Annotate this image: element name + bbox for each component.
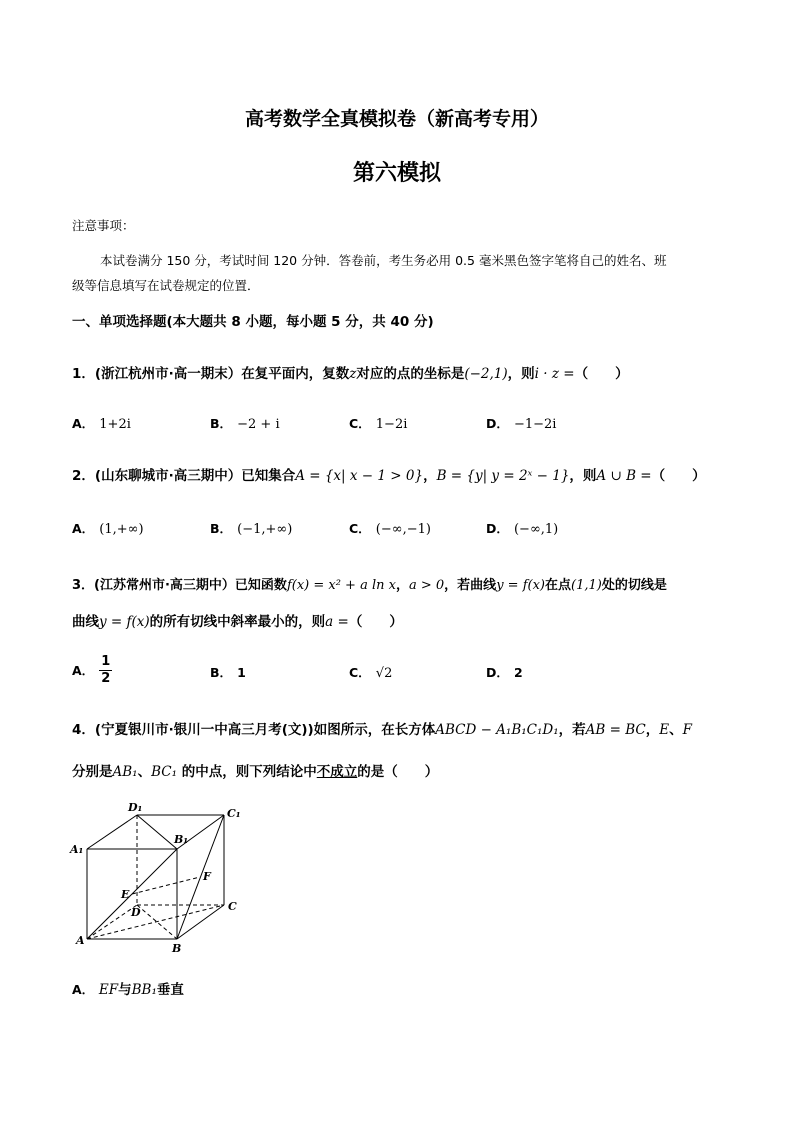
q1-text-c: ，则 bbox=[507, 366, 535, 382]
label-a: A bbox=[76, 934, 85, 947]
q3-option-d-value: 2 bbox=[513, 665, 523, 680]
q2-option-c-value: (−∞,−1) bbox=[375, 522, 431, 537]
q1-option-c-label: C． bbox=[349, 416, 371, 431]
edge-a-d-hidden bbox=[87, 905, 137, 939]
q4-solid: ABCD − A₁B₁C₁D₁ bbox=[435, 722, 559, 738]
q1-option-c[interactable] bbox=[349, 413, 407, 432]
q2-option-d-value: (−∞,1) bbox=[513, 522, 559, 537]
label-b1: B₁ bbox=[174, 833, 189, 846]
q4-sep: ， bbox=[645, 722, 660, 738]
exam-title: 高考数学全真模拟卷（新高考专用） bbox=[244, 108, 549, 130]
q3-text-f: 的所有切线中斜率最小的，则 bbox=[149, 614, 326, 630]
q3-option-b[interactable] bbox=[210, 662, 246, 681]
q1-paren: （ ） bbox=[574, 366, 629, 382]
q1-point: (−2,1) bbox=[464, 366, 508, 382]
q4-text-e: 的是（ ） bbox=[357, 764, 439, 780]
q3-option-a-fraction bbox=[99, 654, 112, 687]
q2-option-a-value: (1,+∞) bbox=[99, 522, 144, 537]
question-3-line-1 bbox=[72, 574, 667, 593]
q2-text-b: ，则 bbox=[569, 468, 597, 484]
q3-point: (1,1) bbox=[571, 578, 602, 593]
q3-text-a: 3．(江苏常州市·高三期中）已知函数 bbox=[72, 578, 287, 593]
q1-option-c-value: 1−2i bbox=[375, 417, 408, 432]
q2-option-b-label: B． bbox=[210, 521, 233, 536]
q1-option-a-value: 1+2i bbox=[99, 417, 131, 432]
q4-option-a-seg-1: EF bbox=[98, 982, 119, 998]
exam-subtitle: 第六模拟 bbox=[352, 161, 441, 186]
q2-option-c-label: C． bbox=[349, 521, 371, 536]
q4-text-a: 4．(宁夏银川市·银川一中高三月考(文))如图所示，在长方体 bbox=[72, 722, 436, 738]
q2-option-b-value: (−1,+∞) bbox=[237, 522, 293, 537]
q4-dun-2: 、 bbox=[137, 764, 152, 780]
q2-expr: A ∪ B = bbox=[596, 468, 652, 484]
q1-option-d[interactable] bbox=[486, 413, 556, 432]
q3-text-e: 曲线 bbox=[72, 614, 99, 630]
q4-text-c: 分别是 bbox=[72, 764, 113, 780]
question-4-line-1 bbox=[72, 718, 692, 738]
q1-option-d-value: −1−2i bbox=[513, 417, 557, 432]
q1-option-a[interactable] bbox=[72, 413, 131, 432]
q2-option-b[interactable] bbox=[210, 518, 292, 537]
label-c: C bbox=[228, 900, 237, 913]
edge-b-c bbox=[177, 905, 224, 939]
q1-option-b-label: B． bbox=[210, 416, 233, 431]
q3-func: f(x) = x² + a ln x bbox=[286, 578, 396, 593]
q2-paren: （ ） bbox=[651, 468, 706, 484]
label-f: F bbox=[203, 870, 211, 883]
q3-option-a[interactable] bbox=[72, 652, 112, 689]
q4-underlined: 不成立 bbox=[316, 764, 358, 780]
q1-option-a-label: A． bbox=[72, 416, 95, 431]
question-4-line-2 bbox=[72, 760, 438, 780]
q1-option-d-label: D． bbox=[486, 416, 509, 431]
q4-option-a-label: A． bbox=[72, 982, 95, 997]
edge-d1-b1 bbox=[137, 815, 177, 849]
q4-dun: 、 bbox=[669, 722, 683, 738]
q3-option-a-denominator: 2 bbox=[101, 671, 111, 686]
q4-option-a-tail: 垂直 bbox=[156, 982, 184, 998]
q2-text-a: 2．(山东聊城市·高三期中）已知集合 bbox=[72, 468, 296, 484]
q3-option-d-label: D． bbox=[486, 665, 509, 680]
q3-option-d[interactable] bbox=[486, 662, 523, 681]
q1-text-b: 对应的点的坐标是 bbox=[356, 366, 465, 382]
q2-set-b: B = {y| y = 2ˣ − 1} bbox=[436, 468, 570, 484]
segment-a-c-hidden bbox=[87, 905, 224, 939]
q4-option-a[interactable] bbox=[72, 978, 184, 998]
q2-option-a[interactable] bbox=[72, 518, 144, 537]
edge-a1-d1 bbox=[87, 815, 137, 849]
label-a1: A₁ bbox=[70, 843, 84, 856]
q4-seg-2: BC₁ bbox=[151, 764, 178, 780]
q2-option-d[interactable] bbox=[486, 518, 558, 537]
section-heading: 一、单项选择题(本大题共 8 小题，每小题 5 分，共 40 分) bbox=[72, 314, 434, 330]
q3-option-a-numerator: 1 bbox=[101, 654, 111, 669]
q1-expr: i · z = bbox=[534, 366, 575, 382]
segment-e-f-hidden bbox=[132, 877, 200, 894]
q3-option-b-label: B． bbox=[210, 665, 233, 680]
q3-text-c: 在点 bbox=[544, 578, 571, 593]
label-d: D bbox=[131, 906, 141, 919]
q3-text-b: ，若曲线 bbox=[444, 578, 497, 593]
notice-line-2: 级等信息填写在试卷规定的位置． bbox=[72, 278, 260, 293]
q1-var: z bbox=[349, 366, 357, 382]
label-d1: D₁ bbox=[128, 801, 143, 814]
question-2 bbox=[72, 464, 706, 484]
q3-option-c-label: C． bbox=[349, 665, 371, 680]
q3-text-d: 处的切线是 bbox=[601, 578, 667, 593]
q1-option-b[interactable] bbox=[210, 413, 280, 432]
q3-curve-2: y = f(x) bbox=[99, 614, 150, 630]
question-3-line-2 bbox=[72, 610, 403, 630]
cuboid-figure bbox=[64, 800, 254, 960]
q2-option-d-label: D． bbox=[486, 521, 509, 536]
q1-text-a: 1．(浙江杭州市·高一期末）在复平面内，复数 bbox=[72, 366, 350, 382]
q3-option-b-value: 1 bbox=[237, 665, 246, 680]
q3-paren: （ ） bbox=[348, 614, 403, 630]
q3-option-c-value: √2 bbox=[375, 666, 393, 681]
q3-option-c[interactable] bbox=[349, 662, 392, 681]
q3-sep: ， bbox=[395, 578, 409, 593]
q4-f: F bbox=[682, 722, 692, 738]
q3-expr: a = bbox=[325, 614, 349, 630]
q1-option-b-value: −2 + i bbox=[237, 417, 280, 432]
notice-line-1: 本试卷满分 150 分，考试时间 120 分钟．答卷前，考生务必用 0.5 毫米黑色签字笔将自己的姓名、班 bbox=[100, 253, 667, 268]
notice-heading: 注意事项： bbox=[72, 218, 135, 233]
q2-set-a: A = {x| x − 1 > 0} bbox=[295, 468, 424, 484]
label-e: E bbox=[121, 888, 130, 901]
question-1 bbox=[72, 362, 629, 382]
q4-text-d: 的中点，则下列结论中 bbox=[177, 764, 317, 780]
label-b: B bbox=[172, 942, 182, 955]
q3-cond: a > 0 bbox=[408, 578, 445, 593]
label-c1: C₁ bbox=[227, 807, 241, 820]
q3-curve-1: y = f(x) bbox=[496, 578, 545, 593]
q2-option-a-label: A． bbox=[72, 521, 95, 536]
q4-text-b: ，若 bbox=[558, 722, 586, 738]
q3-option-a-label: A． bbox=[72, 663, 95, 678]
q4-option-a-seg-2: BB₁ bbox=[131, 982, 157, 998]
q4-eq: AB = BC bbox=[585, 722, 646, 738]
q4-e: E bbox=[659, 722, 670, 738]
q2-sep: ， bbox=[423, 468, 437, 484]
q2-option-c[interactable] bbox=[349, 518, 431, 537]
q4-option-a-mid: 与 bbox=[118, 982, 132, 998]
q4-seg-1: AB₁ bbox=[112, 764, 138, 780]
